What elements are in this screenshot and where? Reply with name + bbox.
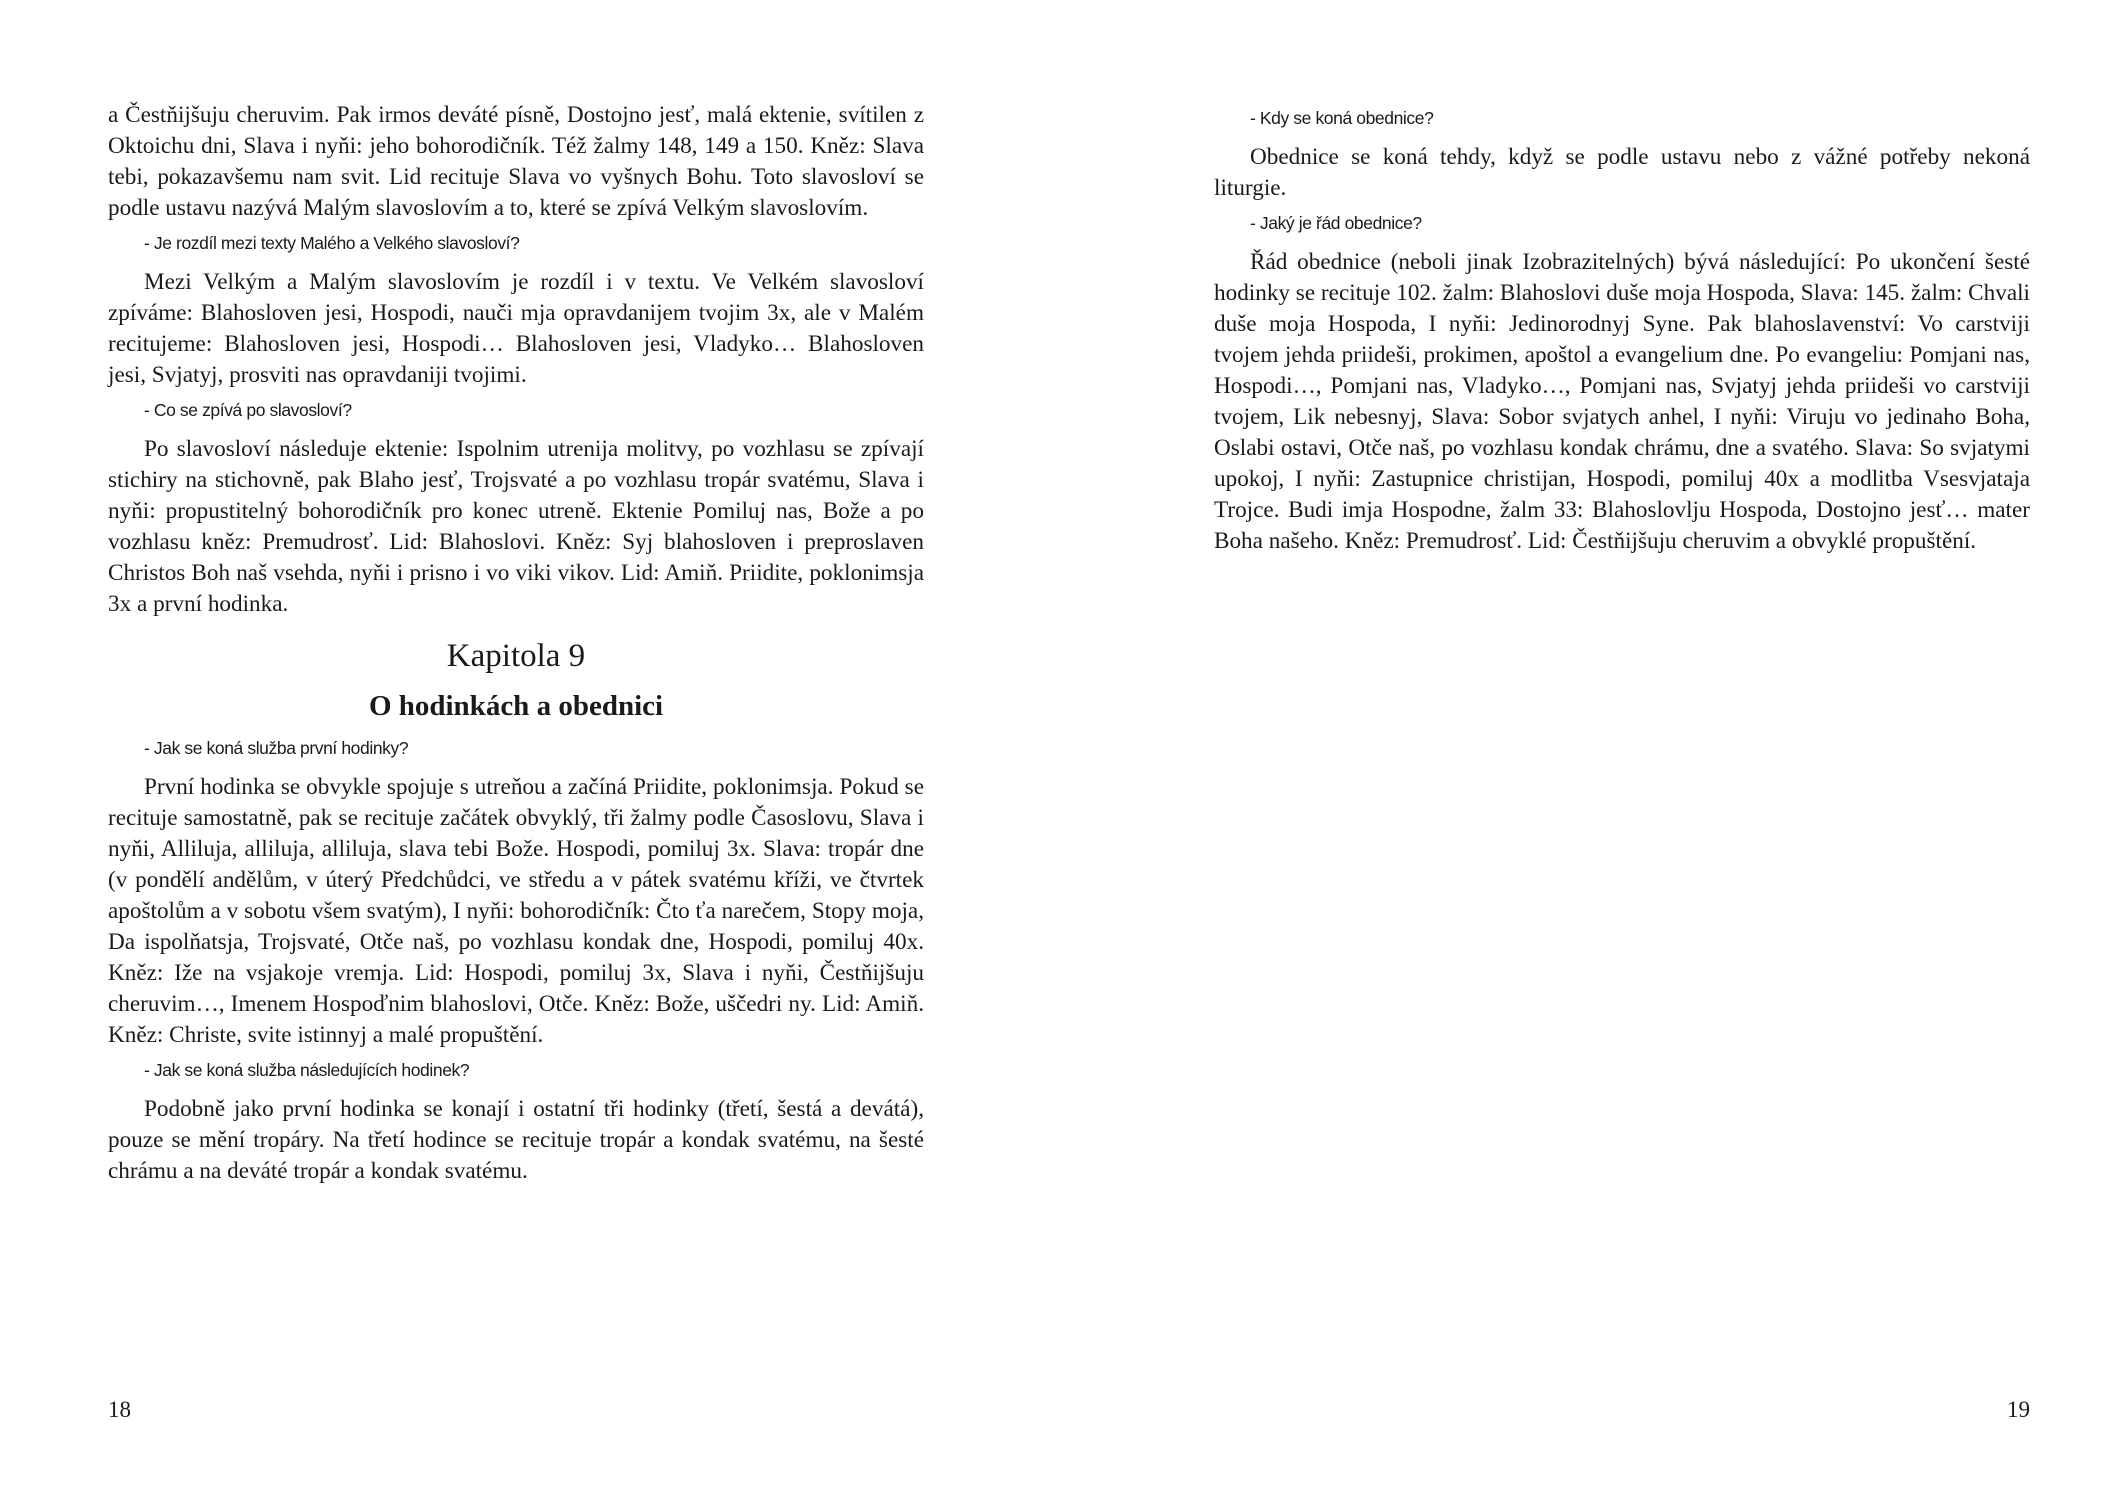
question-slavoslovi-difference: - Je rozdíl mezi texty Malého a Velkého slavosloví? [144, 233, 520, 253]
question-when-obednice: - Kdy se koná obednice? [1250, 108, 1434, 128]
chapter-subtitle: O hodinkách a obednici [368, 690, 664, 722]
paragraph-continuation: a Čestňijšuju cheruvim. Pak irmos deváté písně, Dostojno jesť, malá ektenie, svítilen z Oktoichu dni, Slava i nyňi: jeho bohorodičník. Též žalmy 148, 149 a 150. Kněz: Slava tebi, pokazavšemu nam svit. Lid recituje Slava vo vyšnych Bohu. Toto slavosloví se podle ustavu nazývá Malým slavoslovím a to, které se zpívá Velkým slavoslovím. [108, 102, 924, 221]
question-following-hours: - Jak se koná služba následujících hodinek? [144, 1060, 470, 1080]
left-page [108, 0, 924, 1422]
left-page-content [108, 0, 924, 1187]
right-page [1214, 0, 2030, 1422]
question-after-slavoslovi: - Co se zpívá po slavosloví? [144, 400, 352, 420]
answer-following-hours: Podobně jako první hodinka se konají i ostatní tři hodinky (třetí, šestá a devátá), pouze se mění tropáry. Na třetí hodince se recituje tropár a kondak svatému, na šesté chrámu a na deváté tropár a kondak svatému. [108, 1096, 924, 1184]
answer-first-hour: První hodinka se obvykle spojuje s utreňou a začíná Priidite, poklonimsja. Pokud se recituje samostatně, pak se recituje začátek obvyklý, tři žalmy podle Časoslovu, Slava i nyňi, Alliluja, alliluja, alliluja, slava tebi Bože. Hospodi, pomiluj 3x. Slava: tropár dne (v pondělí andělům, v úterý Předchůdci, ve středu a v pátek svatému kříži, ve čtvrtek apoštolům a v sobotu všem svatým), I nyňi: bohorodičník: Čto ťa narečem, Stopy moja, Da ispolňatsja, Trojsvaté, Otče naš, po vozhlasu kondak dne, Hospodi, pomiluj 40x. Kněz: Iže na vsjakoje vremja. Lid: Hospodi, pomiluj 3x, Slava i nyňi, Čestňijšuju cheruvim…, Imenem Hospoďnim blahoslovi, Otče. Kněz: Bože, uščedri ny. Lid: Amiň. Kněz: Christe, svite istinnyj a malé propuštění. [108, 774, 924, 1048]
question-order-obednice: - Jaký je řád obednice? [1250, 213, 1422, 233]
answer-when-obednice: Obednice se koná tehdy, když se podle ustavu nebo z vážné potřeby nekoná liturgie. [1214, 144, 2030, 201]
answer-slavoslovi-difference: Mezi Velkým a Malým slavoslovím je rozdíl i v textu. Ve Velkém slavosloví zpíváme: Blahosloven jesi, Hospodi, nauči mja opravdanijem tvojim 3x, ale v Malém recitujeme: Blahosloven jesi, Hospodi… Blahosloven jesi, Vladyko… Blahosloven jesi, Svjatyj, prosviti nas opravdaniji tvojimi. [108, 269, 924, 388]
right-page-content [1214, 0, 2030, 557]
page-number-right: 19 [2007, 1397, 2030, 1422]
question-first-hour: - Jak se koná služba první hodinky? [144, 738, 409, 758]
chapter-title: Kapitola 9 [446, 638, 586, 674]
answer-after-slavoslovi: Po slavosloví následuje ektenie: Ispolnim utrenija molitvy, po vozhlasu se zpívají stichiry na stichovně, pak Blaho jesť, Trojsvaté a po vozhlasu tropár svatému, Slava i nyňi: propustitelný bohorodičník pro konec utreně. Ektenie Pomiluj nas, Bože a po vozhlasu kněz: Premudrosť. Lid: Blahoslovi. Kněz: Syj blahosloven i preproslaven Christos Boh naš vsehda, nyňi i prisno i vo viki vikov. Lid: Amiň. Priidite, poklonimsja 3x a první hodinka. [108, 436, 924, 617]
page-number-left: 18 [108, 1397, 131, 1422]
answer-order-obednice: Řád obednice (neboli jinak Izobrazitelných) bývá následující: Po ukončení šesté hodinky se recituje 102. žalm: Blahoslovi duše moja Hospoda, Slava: 145. žalm: Chvali duše moja Hospoda, I nyňi: Jedinorodnyj Syne. Pak blahoslavenství: Vo carstviji tvojem jehda priideši, prokimen, apoštol a evangelium dne. Po evangeliu: Pomjani nas, Hospodi…, Pomjani nas, Vladyko…, Pomjani nas, Svjatyj jehda priideši vo carstviji tvojem, Lik nebesnyj, Slava: Sobor svjatych anhel, I nyňi: Viruju vo jedinaho Boha, Oslabi ostavi, Otče naš, po vozhlasu kondak chrámu, dne a svatého. Slava: So svjatymi upokoj, I nyňi: Zastupnice christijan, Hospodi, pomiluj 40x a modlitba Vsesvjataja Trojce. Budi imja Hospodne, žalm 33: Blahoslovlju Hospoda, Dostojno jesť… mater Boha našeho. Kněz: Premudrosť. Lid: Čestňijšuju cheruvim a obvyklé propuštění. [1214, 249, 2030, 554]
